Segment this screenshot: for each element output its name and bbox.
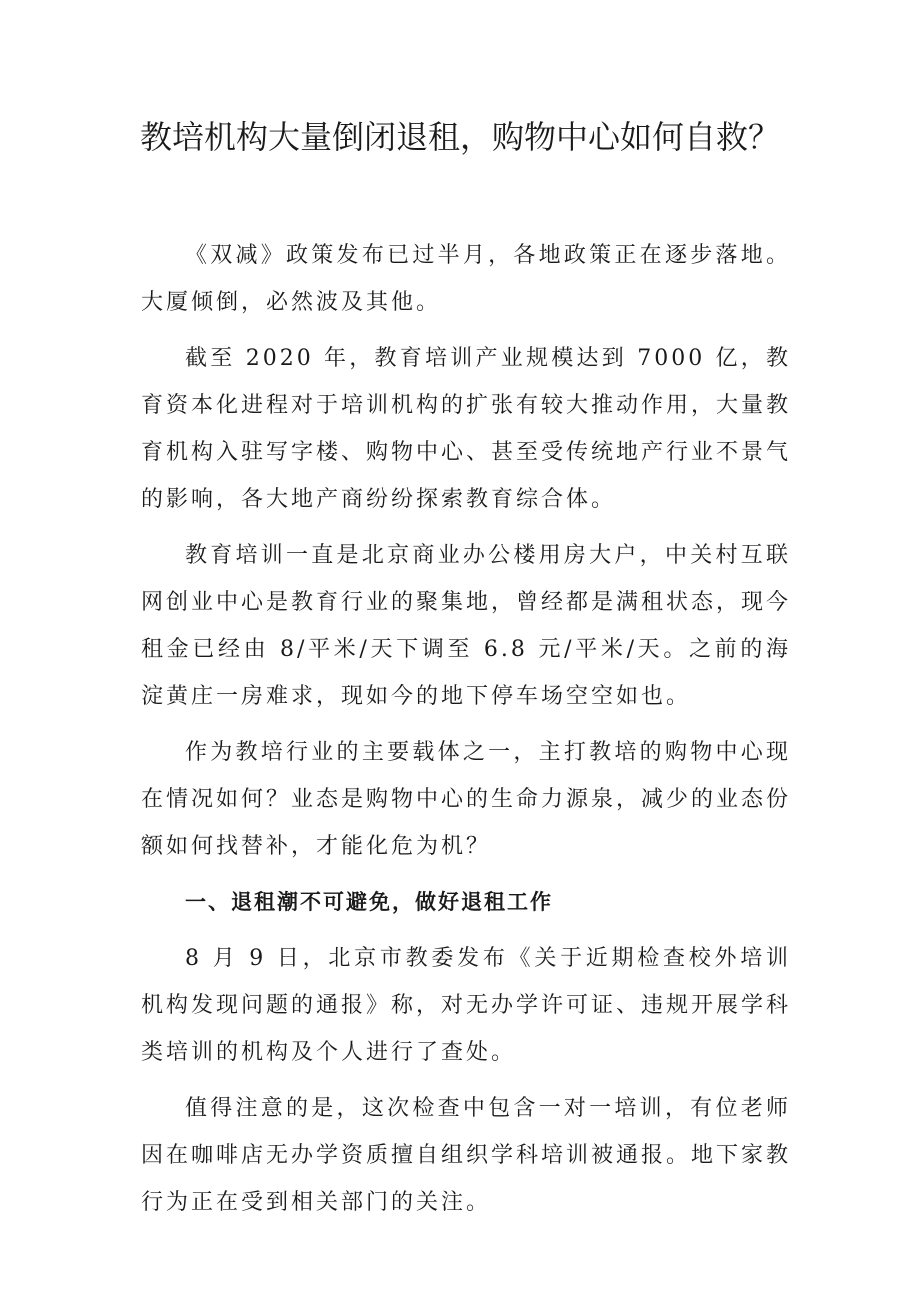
document-body xyxy=(141,232,791,1235)
paragraph: 截至 2020 年，教育培训产业规模达到 7000 亿，教育资本化进程对于培训机构的扩张有较大推动作用，大量教育机构入驻写字楼、购物中心、甚至受传统地产行业不景气的影响，各大地产商纷纷探索教育综合体。 xyxy=(141,346,792,512)
paragraph: 《双减》政策发布已过半月，各地政策正在逐步落地。大厦倾倒，必然波及其他。 xyxy=(141,243,791,315)
document-title: 教培机构大量倒闭退租，购物中心如何自救？ xyxy=(139,118,780,156)
section-heading: 一、退租潮不可避免，做好退租工作 xyxy=(185,890,553,914)
paragraph: 值得注意的是，这次检查中包含一对一培训，有位老师因在咖啡店无办学资质擅自组织学科培训被通报。地下家教行为正在受到相关部门的关注。 xyxy=(141,1096,792,1215)
paragraph: 8 月 9 日，北京市教委发布《关于近期检查校外培训机构发现问题的通报》称，对无办学许可证、违规开展学科类培训的机构及个人进行了查处。 xyxy=(141,946,792,1065)
paragraph: 作为教培行业的主要载体之一，主打教培的购物中心现在情况如何？业态是购物中心的生命力源泉，减少的业态份额如何找替补，才能化危为机？ xyxy=(141,740,792,859)
paragraph: 教育培训一直是北京商业办公楼用房大户，中关村互联网创业中心是教育行业的聚集地，曾经都是满租状态，现今租金已经由 8/平米/天下调至 6.8 元/平米/天。之前的海淀黄庄一房难求，现如今的地下停车场空空如也。 xyxy=(141,543,792,709)
